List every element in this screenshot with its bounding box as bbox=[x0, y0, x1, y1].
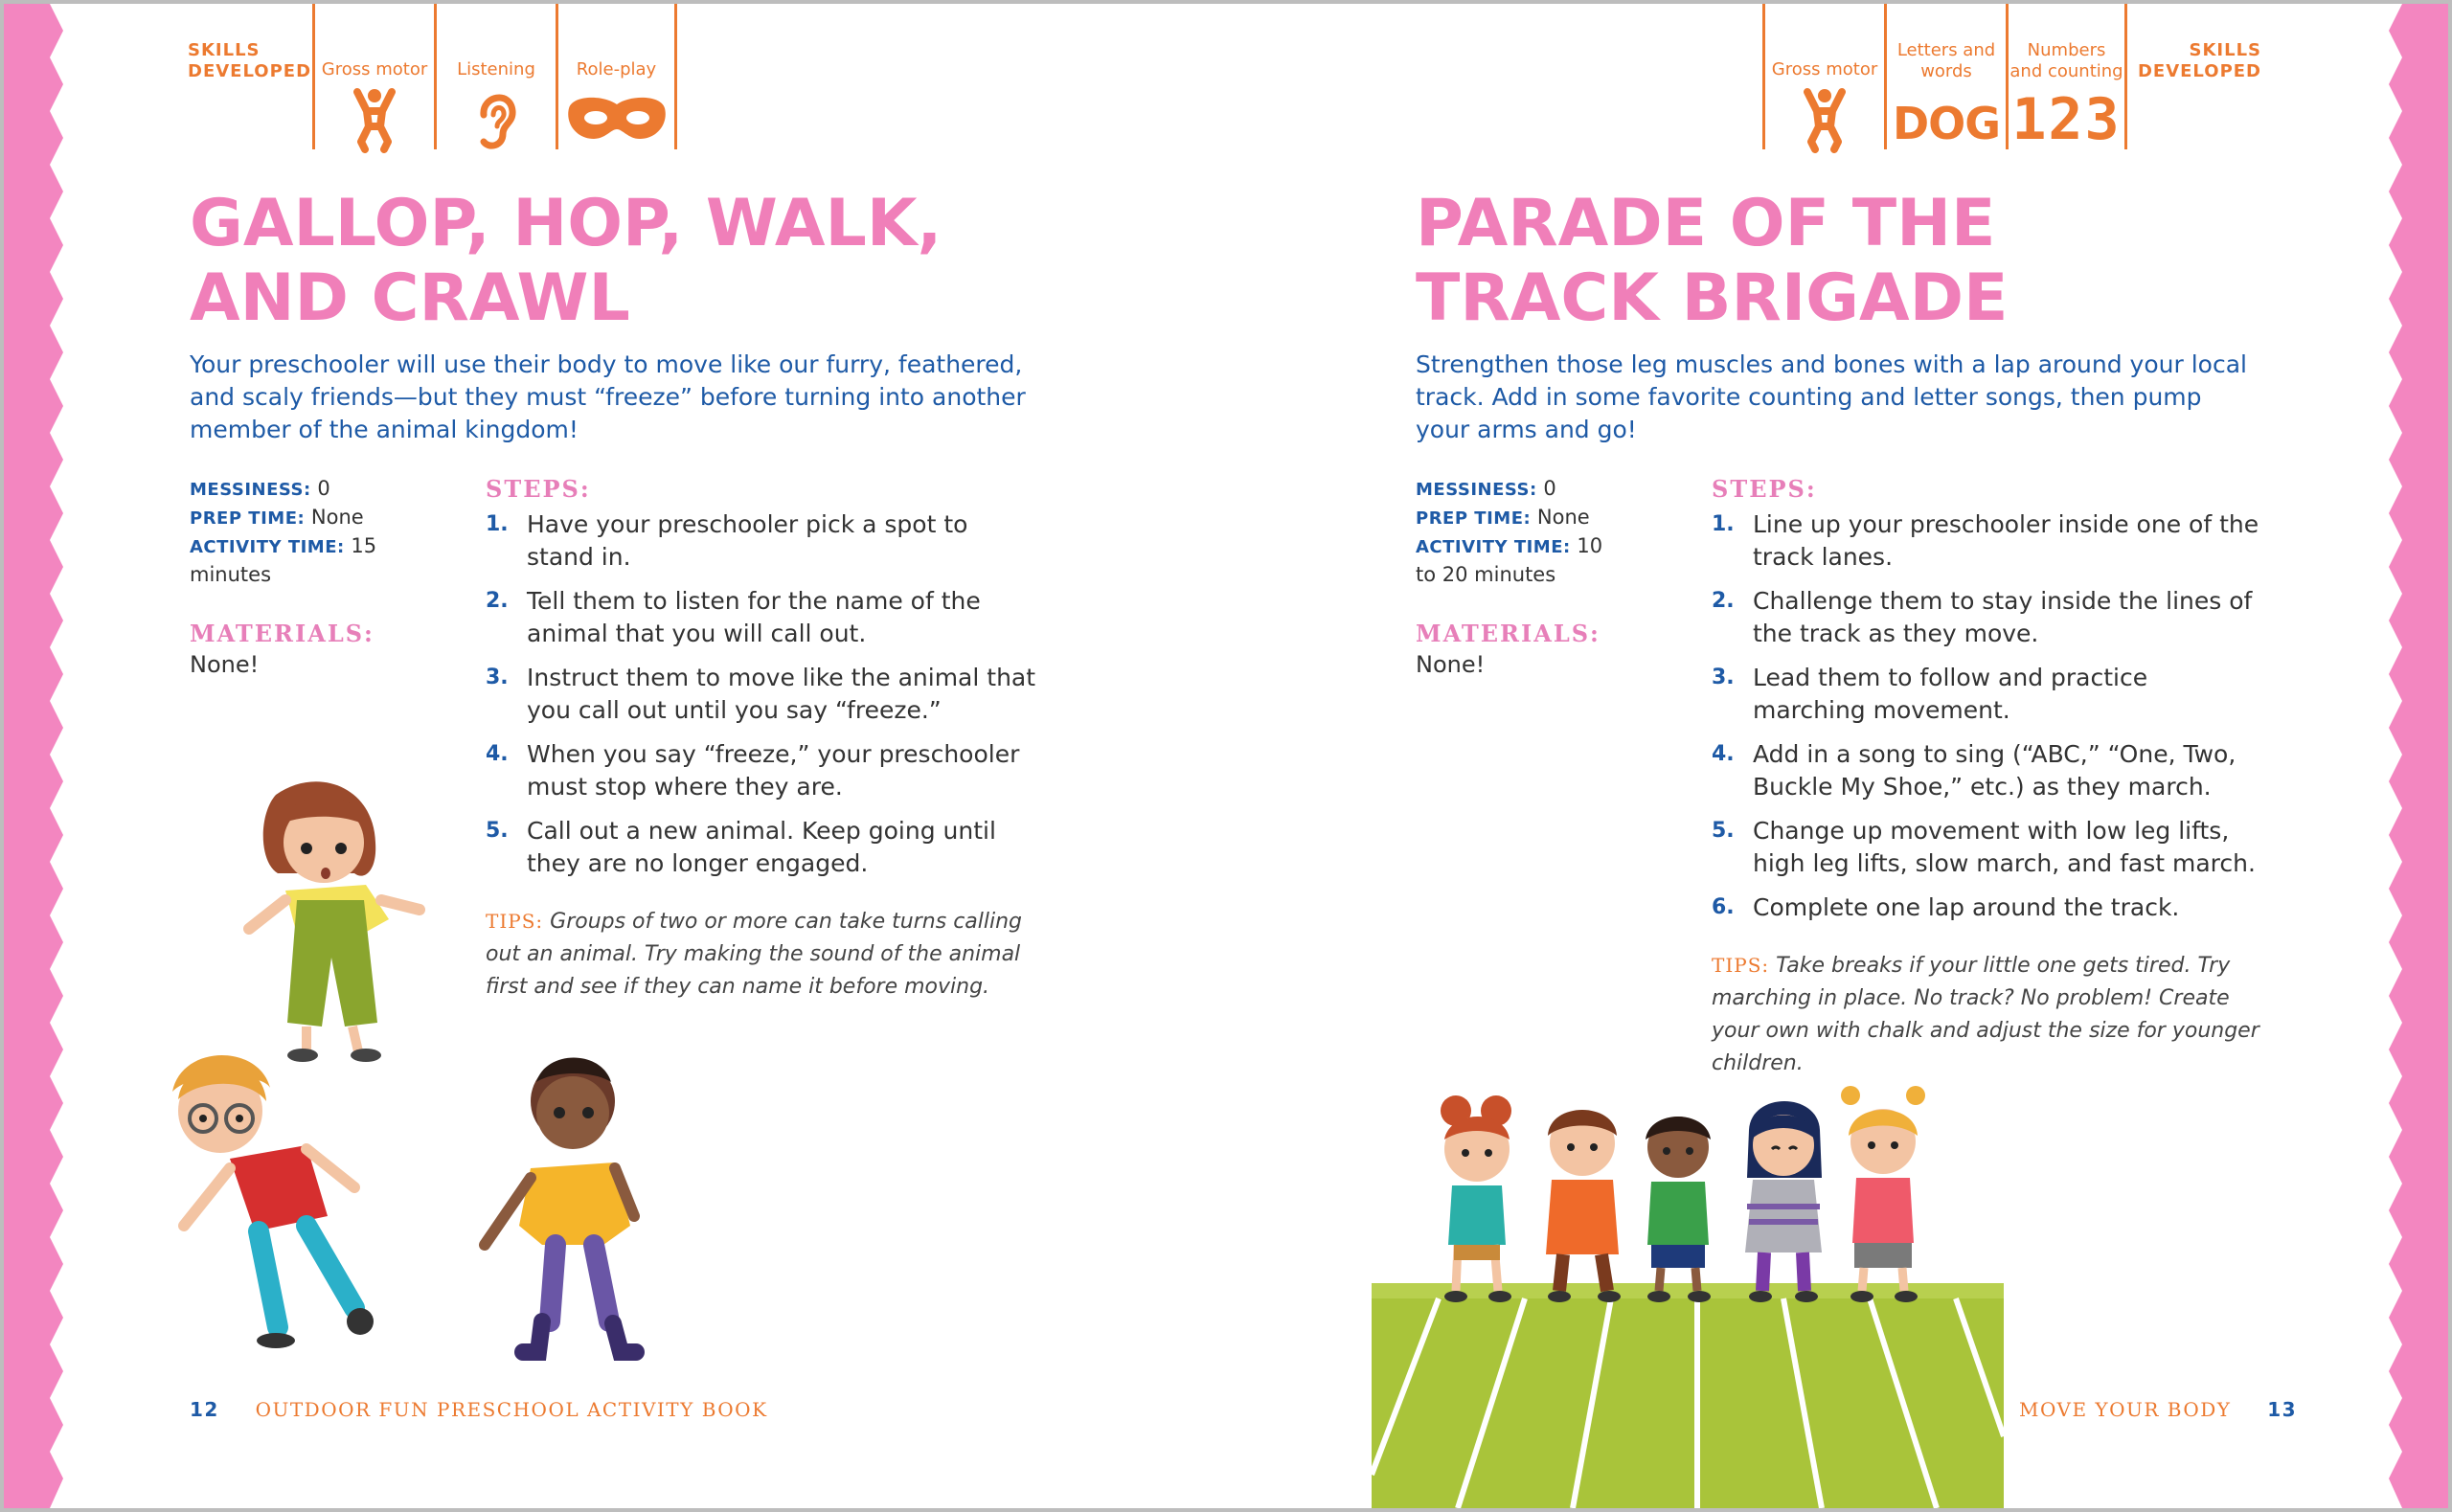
skill-label: Gross motor bbox=[321, 59, 428, 79]
step-text: Add in a song to sing (“ABC,” “One, Two, Buckle My Shoe,” etc.) as they march. bbox=[1753, 740, 2236, 801]
chapter-title-footer: MOVE YOUR BODY bbox=[2019, 1398, 2232, 1421]
pink-zigzag-border-left bbox=[4, 4, 63, 1508]
mask-icon bbox=[558, 86, 674, 153]
child-girl-overalls bbox=[249, 781, 420, 1062]
jumping-figure-icon bbox=[315, 86, 434, 153]
step-number: 2. bbox=[486, 589, 509, 613]
skill-numbers-counting bbox=[2006, 4, 2127, 153]
skill-label: Role-play bbox=[576, 59, 657, 79]
prep-time-value: None bbox=[1536, 506, 1590, 529]
activity-time-row bbox=[1416, 532, 1617, 588]
steps-heading: STEPS: bbox=[1712, 475, 1817, 503]
step-text: Tell them to listen for the name of the animal that you will call out. bbox=[527, 587, 981, 647]
skill-label: Gross motor bbox=[1771, 59, 1878, 79]
skills-bar-left bbox=[188, 4, 677, 149]
page-number-right: 13 bbox=[2267, 1398, 2298, 1421]
track-brigade-illustration bbox=[1372, 1072, 2004, 1508]
messiness-value: 0 bbox=[317, 477, 330, 500]
step-text: Call out a new animal. Keep going until they are no longer engaged. bbox=[527, 817, 996, 877]
step-text: Lead them to follow and practice marching movement. bbox=[1753, 664, 2148, 724]
materials-value: None! bbox=[1416, 651, 1486, 678]
step-number: 5. bbox=[486, 819, 509, 843]
prep-time-value: None bbox=[310, 506, 364, 529]
step-item bbox=[1712, 891, 2267, 924]
tips-label: TIPS: bbox=[486, 910, 544, 933]
activity-title bbox=[1416, 187, 2008, 336]
child-pink-shirt bbox=[1841, 1086, 1925, 1302]
step-item bbox=[486, 585, 1041, 650]
activity-meta bbox=[1416, 475, 1617, 678]
pink-zigzag-border-right bbox=[2389, 4, 2448, 1508]
skill-label: Letters and words bbox=[1896, 40, 1996, 81]
materials-heading: MATERIALS: bbox=[1416, 620, 1601, 647]
skills-title bbox=[2127, 4, 2261, 149]
prep-time-row bbox=[190, 504, 458, 532]
step-text: Complete one lap around the track. bbox=[1753, 893, 2180, 921]
tips-text: Groups of two or more can take turns calling out an animal. Try making the sound of the animal first and see if they can name it before moving. bbox=[486, 910, 1023, 999]
activity-title bbox=[190, 187, 942, 336]
step-item bbox=[1712, 508, 2267, 574]
child-red-buns bbox=[1441, 1095, 1511, 1302]
skill-gross-motor bbox=[312, 4, 434, 149]
jumping-figure-icon bbox=[1765, 86, 1884, 153]
skills-title-text: SKILLS DEVELOPED bbox=[2137, 40, 2261, 81]
children-moving-illustration bbox=[163, 766, 661, 1379]
tips-label: TIPS: bbox=[1712, 954, 1770, 977]
skill-gross-motor bbox=[1762, 4, 1884, 149]
activity-meta bbox=[190, 475, 458, 678]
prep-time-label: PREP TIME: bbox=[1416, 508, 1532, 529]
intro-paragraph: Strengthen those leg muscles and bones with a lap around your local track. Add in some favorite counting and letter songs, then pump your arms and go! bbox=[1416, 350, 2247, 443]
step-number: 2. bbox=[1712, 589, 1735, 613]
skills-bar-right bbox=[1762, 4, 2261, 153]
footer-left bbox=[190, 1398, 768, 1421]
step-item bbox=[1712, 662, 2267, 727]
step-text: Challenge them to stay inside the lines of the track as they move. bbox=[1753, 587, 2253, 647]
footer-right bbox=[2019, 1398, 2297, 1421]
messiness-value: 0 bbox=[1543, 477, 1556, 500]
materials-heading: MATERIALS: bbox=[190, 620, 375, 647]
activity-time-value: 10 to 20 minutes bbox=[1416, 534, 1603, 586]
step-number: 4. bbox=[486, 742, 509, 766]
activity-time-row bbox=[190, 532, 458, 588]
step-text: Change up movement with low leg lifts, high leg lifts, slow march, and fast march. bbox=[1753, 817, 2256, 877]
dog-word-icon: DOG bbox=[1892, 98, 2001, 149]
step-number: 6. bbox=[1712, 895, 1735, 919]
book-title-footer: OUTDOOR FUN PRESCHOOL ACTIVITY BOOK bbox=[255, 1398, 768, 1421]
prep-time-row bbox=[1416, 504, 1617, 532]
activity-time-label: ACTIVITY TIME: bbox=[190, 537, 345, 557]
step-number: 3. bbox=[1712, 666, 1735, 689]
step-number: 1. bbox=[1712, 512, 1735, 536]
child-girl-yellow bbox=[485, 1058, 636, 1353]
step-number: 4. bbox=[1712, 742, 1735, 766]
step-item bbox=[1712, 585, 2267, 650]
skill-role-play bbox=[556, 4, 677, 149]
step-number: 1. bbox=[486, 512, 509, 536]
title-line-2: TRACK BRIGADE bbox=[1416, 260, 2009, 336]
step-item bbox=[1712, 738, 2267, 803]
messiness-row bbox=[190, 475, 458, 504]
ear-icon bbox=[437, 86, 556, 153]
prep-time-label: PREP TIME: bbox=[190, 508, 306, 529]
step-number: 3. bbox=[486, 666, 509, 689]
skills-title bbox=[188, 4, 312, 149]
activity-time-label: ACTIVITY TIME: bbox=[1416, 537, 1571, 557]
numbers-123-icon: 123 bbox=[2011, 86, 2122, 153]
step-text: When you say “freeze,” your preschooler must stop where they are. bbox=[527, 740, 1020, 801]
step-item bbox=[486, 662, 1041, 727]
steps-heading: STEPS: bbox=[486, 475, 591, 503]
title-line-1: PARADE OF THE bbox=[1416, 186, 1996, 261]
child-boy-glasses bbox=[172, 1055, 374, 1348]
title-line-1: GALLOP, HOP, WALK, bbox=[190, 186, 942, 261]
skill-label: Listening bbox=[457, 59, 535, 79]
skill-letters-words bbox=[1884, 4, 2006, 149]
messiness-label: MESSINESS: bbox=[1416, 480, 1537, 500]
step-text: Line up your preschooler inside one of the track lanes. bbox=[1753, 510, 2259, 571]
tips-box bbox=[1712, 949, 2267, 1080]
page-number-left: 12 bbox=[190, 1398, 219, 1421]
steps-section bbox=[1712, 475, 2267, 1080]
step-number: 5. bbox=[1712, 819, 1735, 843]
skills-title-text: SKILLS DEVELOPED bbox=[188, 40, 312, 81]
steps-list bbox=[1712, 508, 2267, 924]
intro-paragraph: Your preschooler will use their body to move like our furry, feathered, and scaly friends—but they must “freeze” before turning into another member of the animal kingdom! bbox=[190, 350, 1026, 443]
tips-text: Take breaks if your little one gets tired. Try marching in place. No track? No problem! Create your own with chalk and adjust the size for younger children. bbox=[1712, 954, 2259, 1075]
skill-label: Numbers and counting bbox=[2009, 40, 2123, 81]
child-gray-sweater bbox=[1745, 1101, 1822, 1302]
materials-value: None! bbox=[190, 651, 260, 678]
activity-time-value: 15 minutes bbox=[190, 534, 377, 586]
child-orange-sweater bbox=[1546, 1110, 1621, 1302]
child-green-shirt bbox=[1646, 1117, 1711, 1302]
step-item bbox=[486, 508, 1041, 574]
messiness-label: MESSINESS: bbox=[190, 480, 311, 500]
skill-listening bbox=[434, 4, 556, 149]
step-text: Instruct them to move like the animal that you call out until you say “freeze.” bbox=[527, 664, 1036, 724]
step-text: Have your preschooler pick a spot to stand in. bbox=[527, 510, 968, 571]
title-line-2: AND CRAWL bbox=[190, 260, 630, 336]
messiness-row bbox=[1416, 475, 1617, 504]
step-item bbox=[1712, 815, 2267, 880]
